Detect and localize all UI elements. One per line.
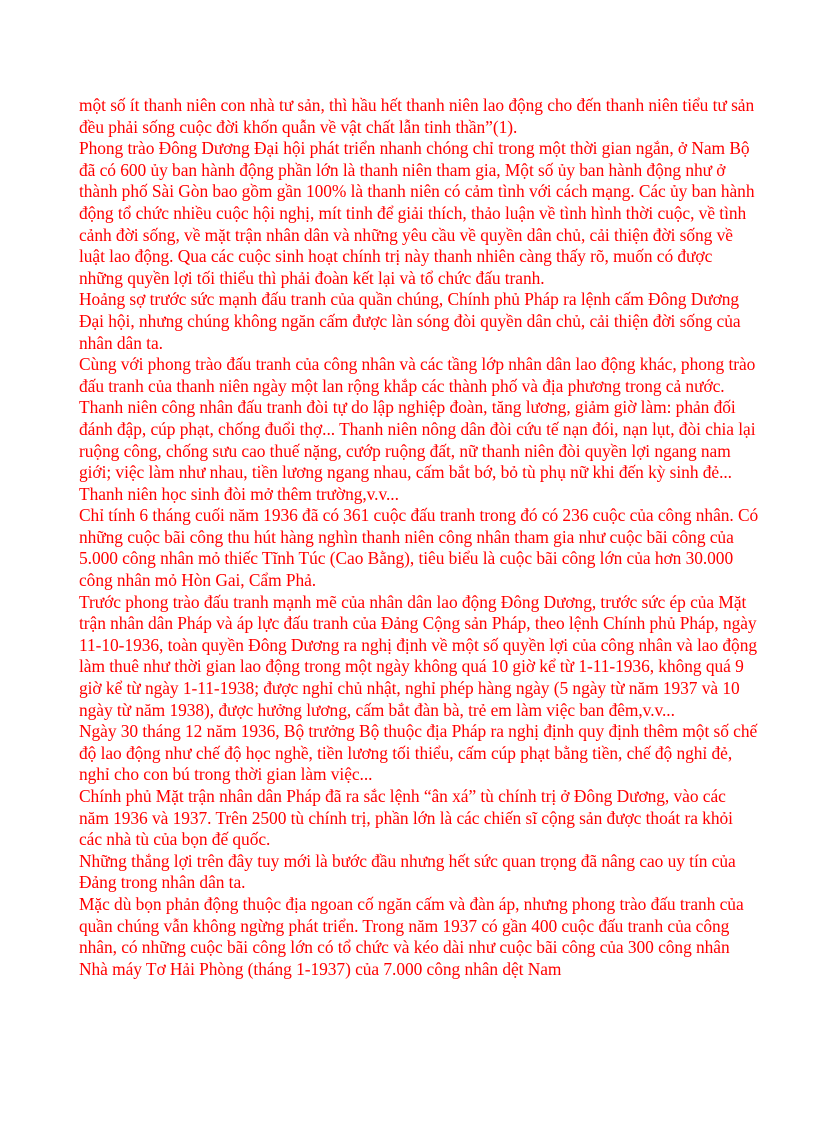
paragraph-1: một số ít thanh niên con nhà tư sản, thì hầu hết thanh niên lao động cho đến thanh niên tiểu tư sản đều phải sống cuộc đời khốn quẫn về vật chất lẫn tinh thần”(1). <box>79 95 755 137</box>
paragraph-5: Chỉ tính 6 tháng cuối năm 1936 đã có 361 cuộc đấu tranh trong đó có 236 cuộc của công nhân. Có những cuộc bãi công thu hút hàng nghìn thanh niên công nhân tham gia như cuộc bãi công của 5.000 công nhân mỏ thiếc Tĩnh Túc (Cao Bằng), tiêu biểu là cuộc bãi công lớn của hơn 30.000 công nhân mỏ Hòn Gai, Cẩm Phả. <box>79 505 759 591</box>
paragraph-4: Cùng với phong trào đấu tranh của công nhân và các tầng lớp nhân dân lao động khác, phong trào đấu tranh của thanh niên ngày một lan rộng khắp các thành phố và địa phương trong cả nước. Thanh niên công nhân đấu tranh đòi tự do lập nghiệp đoàn, tăng lương, giảm giờ làm: phản đối đánh đập, cúp phạt, chống đuổi thợ... Thanh niên nông dân đòi cứu tế nạn đói, nạn lụt, đòi chia lại ruộng công, chống sưu cao thuế nặng, cướp ruộng đất, nữ thanh niên đòi quyền lợi ngang nam giới; việc làm như nhau, tiền lương ngang nhau, cấm bắt bớ, bỏ tù phụ nữ khi đến kỳ sinh đẻ... Thanh niên học sinh đòi mở thêm trường,v.v... <box>79 354 756 504</box>
paragraph-9: Những thắng lợi trên đây tuy mới là bước đầu nhưng hết sức quan trọng đã nâng cao uy tín của Đảng trong nhân dân ta. <box>79 850 736 893</box>
paragraph-7: Ngày 30 tháng 12 năm 1936, Bộ trưởng Bộ thuộc địa Pháp ra nghị định quy định thêm một số chế độ lao động như chế độ học nghề, tiền lương tối thiểu, cấm cúp phạt bằng tiền, chế độ nghỉ đẻ, nghỉ cho con bú trong thời gian làm việc... <box>79 721 758 785</box>
paragraph-3: Hoảng sợ trước sức mạnh đấu tranh của quần chúng, Chính phủ Pháp ra lệnh cấm Đông Dương Đại hội, nhưng chúng không ngăn cấm được làn sóng đòi quyền dân chủ, cải thiện đời sống của nhân dân ta. <box>79 289 741 353</box>
paragraph-10: Mặc dù bọn phản động thuộc địa ngoan cố ngăn cấm và đàn áp, nhưng phong trào đấu tranh của quần chúng vẫn không ngừng phát triển. Trong năm 1937 có gần 400 cuộc đấu tranh của công nhân, có những cuộc bãi công lớn có tổ chức và kéo dài như cuộc bãi công của 300 công nhân Nhà máy Tơ Hải Phòng (tháng 1-1937) của 7.000 công nhân dệt Nam <box>79 893 744 979</box>
paragraph-6: Trước phong trào đấu tranh mạnh mẽ của nhân dân lao động Đông Dương, trước sức ép của Mặt trận nhân dân Pháp và áp lực đấu tranh của Đảng Cộng sản Pháp, theo lệnh Chính phủ Pháp, ngày 11-10-1936, toàn quyền Đông Dương ra nghị định về một số quyền lợi của công nhân và lao động làm thuê như thời gian lao động trong một ngày không quá 10 giờ kể từ 1-11-1936, không quá 9 giờ kể từ ngày 1-11-1938; được nghỉ chủ nhật, nghỉ phép hàng ngày (5 ngày từ năm 1937 và 10 ngày từ năm 1938), được hưởng lương, cấm bắt đàn bà, trẻ em làm việc ban đêm,v.v... <box>79 591 757 720</box>
document-page <box>79 95 759 980</box>
paragraph-2: Phong trào Đông Dương Đại hội phát triển nhanh chóng chỉ trong một thời gian ngắn, ở Nam Bộ đã có 600 ủy ban hành động phần lớn là thanh niên tham gia, Một số ủy ban hành động như ở thành phố Sài Gòn bao gồm gần 100% là thanh niên có cảm tình với cách mạng. Các ủy ban hành động tổ chức nhiều cuộc hội nghị, mít tinh để giải thích, thảo luận về tình hình thời cuộc, về tình cảnh đời sống, về mặt trận nhân dân và những yêu cầu về quyền dân chủ, cải thiện đời sống về luật lao động. Qua các cuộc sinh hoạt chính trị này thanh nhiên càng thấy rõ, muốn có được những quyền lợi tối thiểu thì phải đoàn kết lại và tổ chức đấu tranh. <box>79 138 755 288</box>
paragraph-8: Chính phủ Mặt trận nhân dân Pháp đã ra sắc lệnh “ân xá” tù chính trị ở Đông Dương, vào các năm 1936 và 1937. Trên 2500 tù chính trị, phần lớn là các chiến sĩ cộng sản được thoát ra khỏi các nhà tù của bọn đế quốc. <box>79 786 733 850</box>
